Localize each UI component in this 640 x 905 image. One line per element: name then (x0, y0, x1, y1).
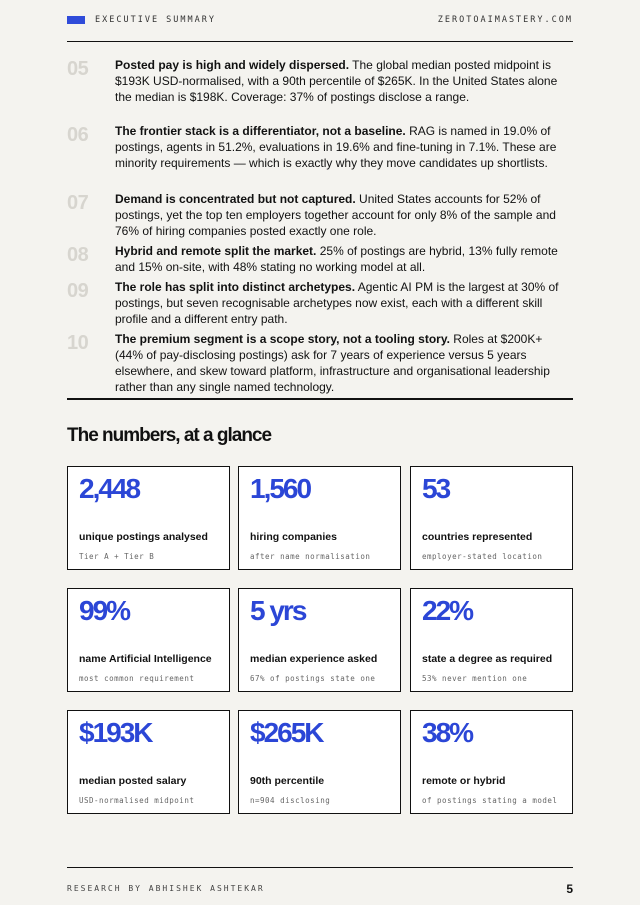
stat-value: 38% (422, 717, 473, 748)
finding-item (67, 279, 573, 331)
finding-text (115, 123, 573, 171)
finding-lead: The premium segment is a scope story, not a tooling story. (115, 332, 450, 346)
stat-note: employer-stated location (422, 552, 543, 561)
section-divider (67, 398, 573, 400)
finding-lead: The role has split into distinct archetypes. (115, 280, 356, 294)
glance-heading: The numbers, at a glance (67, 425, 272, 446)
finding-lead: The frontier stack is a differentiator, not a baseline. (115, 124, 406, 138)
stat-label: state a degree as required (422, 653, 553, 665)
stat-label: median posted salary (79, 775, 187, 787)
finding-lead: Posted pay is high and widely dispersed. (115, 58, 350, 72)
finding-body: The global median posted midpoint is $193K USD-normalised, with a 90th percentile of $265K. In the United States alone the median is $198K. Coverage: 37% of postings disclose a range. (115, 58, 558, 104)
finding-text (115, 243, 573, 275)
stat-label: name Artificial Intelligence (79, 653, 212, 665)
stat-label: median experience asked (250, 653, 378, 665)
stat-card (410, 466, 573, 570)
stat-label: 90th percentile (250, 775, 325, 787)
stat-label: countries represented (422, 531, 533, 543)
stat-card (67, 588, 230, 692)
stat-note: 53% never mention one (422, 674, 528, 683)
finding-body: United States accounts for 52% of postings, yet the top ten employers together account for only 8% of the sample and 76% of hiring companies posted exactly one role. (115, 192, 556, 238)
finding-text (115, 57, 573, 105)
stat-value: 22% (422, 595, 473, 626)
page-number: 5 (566, 882, 573, 896)
stat-value: 5 yrs (250, 595, 306, 626)
stat-label: hiring companies (250, 531, 337, 543)
page-header (67, 12, 573, 42)
stat-value: $265K (250, 717, 323, 748)
stat-note: n=904 disclosing (250, 796, 331, 805)
finding-item (67, 123, 573, 191)
finding-item (67, 191, 573, 243)
finding-lead: Hybrid and remote split the market. (115, 244, 317, 258)
finding-text (115, 279, 573, 327)
stat-note: 67% of postings state one (250, 674, 376, 683)
finding-item (67, 243, 573, 279)
stat-card (238, 466, 401, 570)
stat-note: Tier A + Tier B (79, 552, 155, 561)
finding-text (115, 331, 573, 395)
stat-card (238, 588, 401, 692)
accent-bar (67, 16, 85, 24)
stat-card (67, 710, 230, 814)
finding-body: 25% of postings are hybrid, 13% fully remote and 15% on-site, with 48% stating no working model at all. (115, 244, 558, 274)
stat-card (410, 710, 573, 814)
stat-note: most common requirement (79, 674, 195, 683)
section-label: EXECUTIVE SUMMARY (95, 15, 216, 25)
stat-value: $193K (79, 717, 152, 748)
finding-number: 09 (67, 280, 89, 302)
finding-text (115, 191, 573, 239)
finding-number: 08 (67, 244, 89, 266)
stat-value: 99% (79, 595, 130, 626)
site-url: ZEROTOAIMASTERY.COM (437, 15, 573, 25)
finding-body: Roles at $200K+ (44% of pay-disclosing postings) ask for 7 years of experience versus 5 years elsewhere, and skew toward platform, infrastructure and organisational leadership rather than any single named technology. (115, 332, 550, 394)
stat-value: 53 (422, 473, 450, 504)
finding-number: 05 (67, 58, 89, 80)
stat-card (410, 588, 573, 692)
finding-lead: Demand is concentrated but not captured. (115, 192, 356, 206)
finding-number: 10 (67, 332, 89, 354)
finding-body: Agentic AI PM is the largest at 30% of postings, but seven recognisable archetypes now exist, each with a different skill profile and a different entry path. (115, 280, 559, 326)
stat-card (67, 466, 230, 570)
finding-item (67, 331, 573, 399)
stat-note: of postings stating a model (422, 796, 558, 805)
finding-number: 07 (67, 192, 89, 214)
finding-item (67, 57, 573, 123)
stat-note: after name normalisation (250, 552, 371, 561)
findings-list (67, 57, 573, 399)
stat-note: USD-normalised midpoint (79, 796, 195, 805)
stat-label: remote or hybrid (422, 775, 506, 787)
footer-credit: RESEARCH BY ABHISHEK ASHTEKAR (67, 884, 265, 893)
stat-value: 1,560 (250, 473, 311, 504)
footer-divider (67, 867, 573, 868)
stat-value: 2,448 (79, 473, 140, 504)
finding-body: RAG is named in 19.0% of postings, agents in 51.2%, evaluations in 19.6% and fine-tuning in 7.1%. These are minority requirements — which is exactly why they move candidates up shortlists. (115, 124, 557, 170)
finding-number: 06 (67, 124, 89, 146)
stat-card (238, 710, 401, 814)
stat-label: unique postings analysed (79, 531, 208, 543)
